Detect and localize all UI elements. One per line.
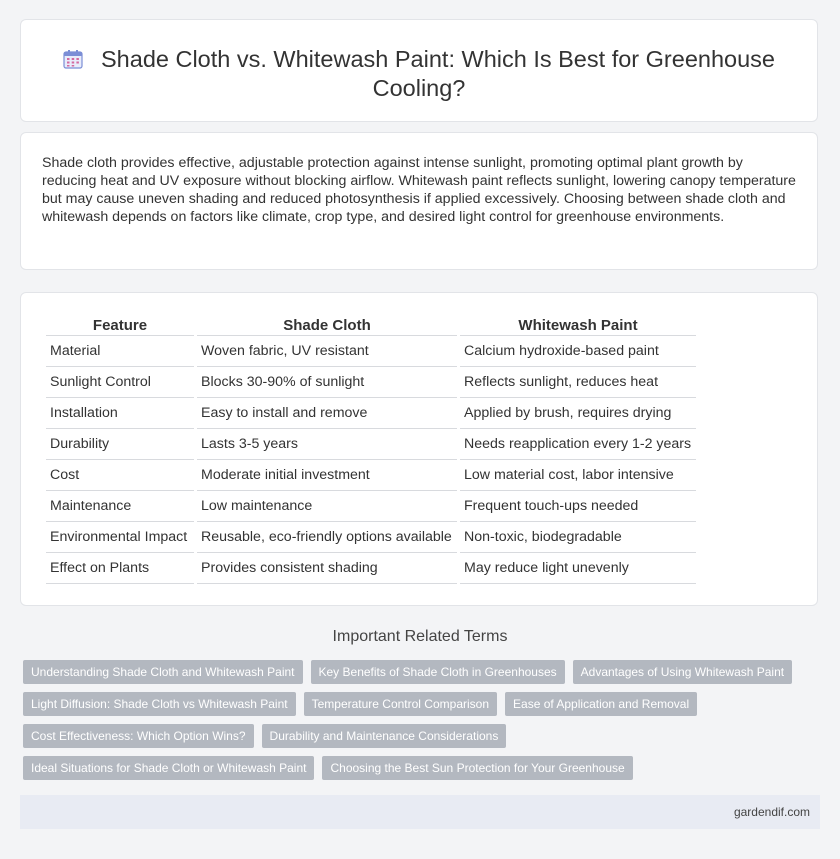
- table-cell: Material: [46, 336, 194, 367]
- table-cell: Lasts 3-5 years: [197, 429, 457, 460]
- table-cell: May reduce light unevenly: [460, 553, 696, 584]
- related-term-tag[interactable]: Understanding Shade Cloth and Whitewash Paint: [23, 660, 303, 684]
- table-cell: Blocks 30-90% of sunlight: [197, 367, 457, 398]
- table-cell: Installation: [46, 398, 194, 429]
- intro-card: [20, 132, 818, 270]
- page-title: Shade Cloth vs. Whitewash Paint: Which Is Best for Greenhouse Cooling?: [101, 46, 775, 101]
- related-term-tag[interactable]: Ease of Application and Removal: [505, 692, 697, 716]
- related-term-tag[interactable]: Light Diffusion: Shade Cloth vs Whitewash Paint: [23, 692, 296, 716]
- table-cell: Environmental Impact: [46, 522, 194, 553]
- table-cell: Moderate initial investment: [197, 460, 457, 491]
- comparison-table: [43, 315, 699, 584]
- related-terms-title: Important Related Terms: [332, 628, 508, 645]
- header-card: [20, 19, 818, 122]
- table-cell: Needs reapplication every 1-2 years: [460, 429, 696, 460]
- table-row: [46, 429, 696, 460]
- table-cell: Maintenance: [46, 491, 194, 522]
- related-term-tag[interactable]: Choosing the Best Sun Protection for Your Greenhouse: [322, 756, 632, 780]
- table-cell: Cost: [46, 460, 194, 491]
- table-row: [46, 491, 696, 522]
- related-terms-list: [23, 660, 803, 780]
- table-cell: Low maintenance: [197, 491, 457, 522]
- page-title-wrap: [21, 45, 817, 103]
- table-row: [46, 336, 696, 367]
- footer-site-link[interactable]: gardendif.com: [733, 805, 810, 819]
- table-cell: Woven fabric, UV resistant: [197, 336, 457, 367]
- table-row: [46, 522, 696, 553]
- header-feature: Feature: [46, 315, 194, 336]
- header-whitewash-paint: Whitewash Paint: [460, 315, 696, 336]
- table-cell: Provides consistent shading: [197, 553, 457, 584]
- related-term-tag[interactable]: Cost Effectiveness: Which Option Wins?: [23, 724, 254, 748]
- related-term-tag[interactable]: Advantages of Using Whitewash Paint: [573, 660, 792, 684]
- table-cell: Reusable, eco-friendly options available: [197, 522, 457, 553]
- comparison-table-card: [20, 292, 818, 606]
- table-row: [46, 460, 696, 491]
- intro-text: Shade cloth provides effective, adjustable protection against intense sunlight, promoting optimal plant growth by reducing heat and UV exposure without blocking airflow. Whitewash paint reflects sunlight, lowering canopy temperature but may cause uneven shading and reduced photosynthesis if applied excessively. Choosing between shade cloth and whitewash depends on factors like climate, crop type, and desired light control for greenhouse environments.: [42, 155, 796, 225]
- table-cell: Easy to install and remove: [197, 398, 457, 429]
- header-shade-cloth: Shade Cloth: [197, 315, 457, 336]
- table-cell: Durability: [46, 429, 194, 460]
- table-cell: Low material cost, labor intensive: [460, 460, 696, 491]
- footer: [20, 795, 820, 829]
- table-cell: Non-toxic, biodegradable: [460, 522, 696, 553]
- table-row: [46, 553, 696, 584]
- related-term-tag[interactable]: Durability and Maintenance Considerations: [262, 724, 507, 748]
- table-row: [46, 367, 696, 398]
- table-cell: Sunlight Control: [46, 367, 194, 398]
- table-cell: Effect on Plants: [46, 553, 194, 584]
- related-term-tag[interactable]: Ideal Situations for Shade Cloth or Whitewash Paint: [23, 756, 314, 780]
- table-cell: Reflects sunlight, reduces heat: [460, 367, 696, 398]
- table-header-row: [46, 315, 696, 336]
- table-cell: Applied by brush, requires drying: [460, 398, 696, 429]
- table-cell: Calcium hydroxide-based paint: [460, 336, 696, 367]
- related-term-tag[interactable]: Key Benefits of Shade Cloth in Greenhouses: [311, 660, 565, 684]
- related-term-tag[interactable]: Temperature Control Comparison: [304, 692, 497, 716]
- table-row: [46, 398, 696, 429]
- calendar-icon: [63, 49, 83, 69]
- table-cell: Frequent touch-ups needed: [460, 491, 696, 522]
